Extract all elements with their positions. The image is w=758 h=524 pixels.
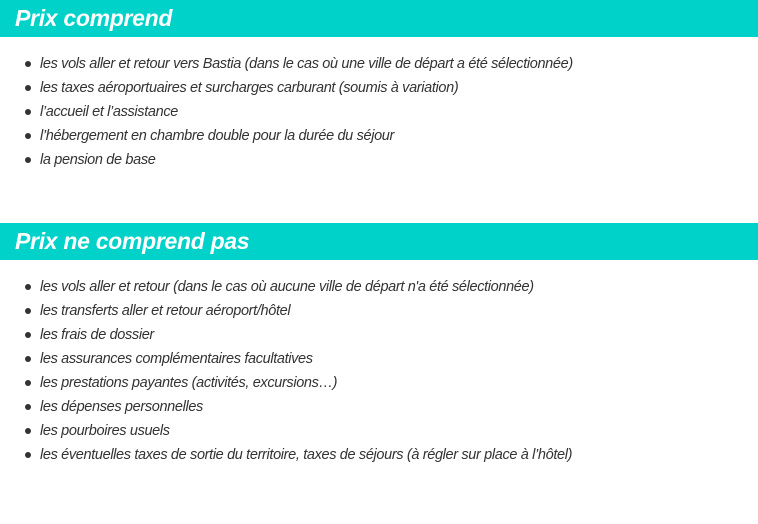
list-item-text: les pourboires usuels xyxy=(40,423,170,439)
bullet-icon xyxy=(25,380,31,386)
bullet-icon xyxy=(25,308,31,314)
list-item-text: la pension de base xyxy=(40,152,156,168)
included-title: Prix comprend xyxy=(15,5,173,31)
list-item-text: les vols aller et retour (dans le cas où aucune ville de départ n'a été sélectionnée) xyxy=(40,279,534,295)
bullet-icon xyxy=(25,85,31,91)
bullet-icon xyxy=(25,61,31,67)
list-item xyxy=(0,100,573,124)
list-item-text: l’hébergement en chambre double pour la durée du séjour xyxy=(40,128,394,144)
list-item-text: les transferts aller et retour aéroport/hôtel xyxy=(40,303,291,319)
bullet-icon xyxy=(25,284,31,290)
bullet-icon xyxy=(25,133,31,139)
list-item xyxy=(0,323,572,347)
bullet-icon xyxy=(25,428,31,434)
list-item-text: les assurances complémentaires facultatives xyxy=(40,351,313,367)
excluded-title: Prix ne comprend pas xyxy=(15,228,250,254)
list-item xyxy=(0,347,572,371)
list-item-text: l’accueil et l’assistance xyxy=(40,104,178,120)
list-item xyxy=(0,148,573,172)
bullet-icon xyxy=(25,157,31,163)
list-item xyxy=(0,419,572,443)
list-item xyxy=(0,371,572,395)
list-item xyxy=(0,443,572,467)
list-item-text: les dépenses personnelles xyxy=(40,399,203,415)
bullet-icon xyxy=(25,332,31,338)
list-item-text: les taxes aéroportuaires et surcharges carburant (soumis à variation) xyxy=(40,80,459,96)
list-item-text: les vols aller et retour vers Bastia (dans le cas où une ville de départ a été sélectionnée) xyxy=(40,56,573,72)
bullet-icon xyxy=(25,109,31,115)
excluded-list xyxy=(0,275,572,467)
list-item-text: les prestations payantes (activités, excursions…) xyxy=(40,375,338,391)
list-item-text: les frais de dossier xyxy=(40,327,154,343)
list-item-text: les éventuelles taxes de sortie du territoire, taxes de séjours (à régler sur place à l’hôtel) xyxy=(40,447,573,463)
included-list xyxy=(0,52,573,172)
bullet-icon xyxy=(25,356,31,362)
bullet-icon xyxy=(25,452,31,458)
list-item xyxy=(0,299,572,323)
included-section-header xyxy=(0,0,758,37)
excluded-section-header xyxy=(0,223,758,260)
list-item xyxy=(0,52,573,76)
list-item xyxy=(0,76,573,100)
bullet-icon xyxy=(25,404,31,410)
list-item xyxy=(0,275,572,299)
list-item xyxy=(0,395,572,419)
list-item xyxy=(0,124,573,148)
